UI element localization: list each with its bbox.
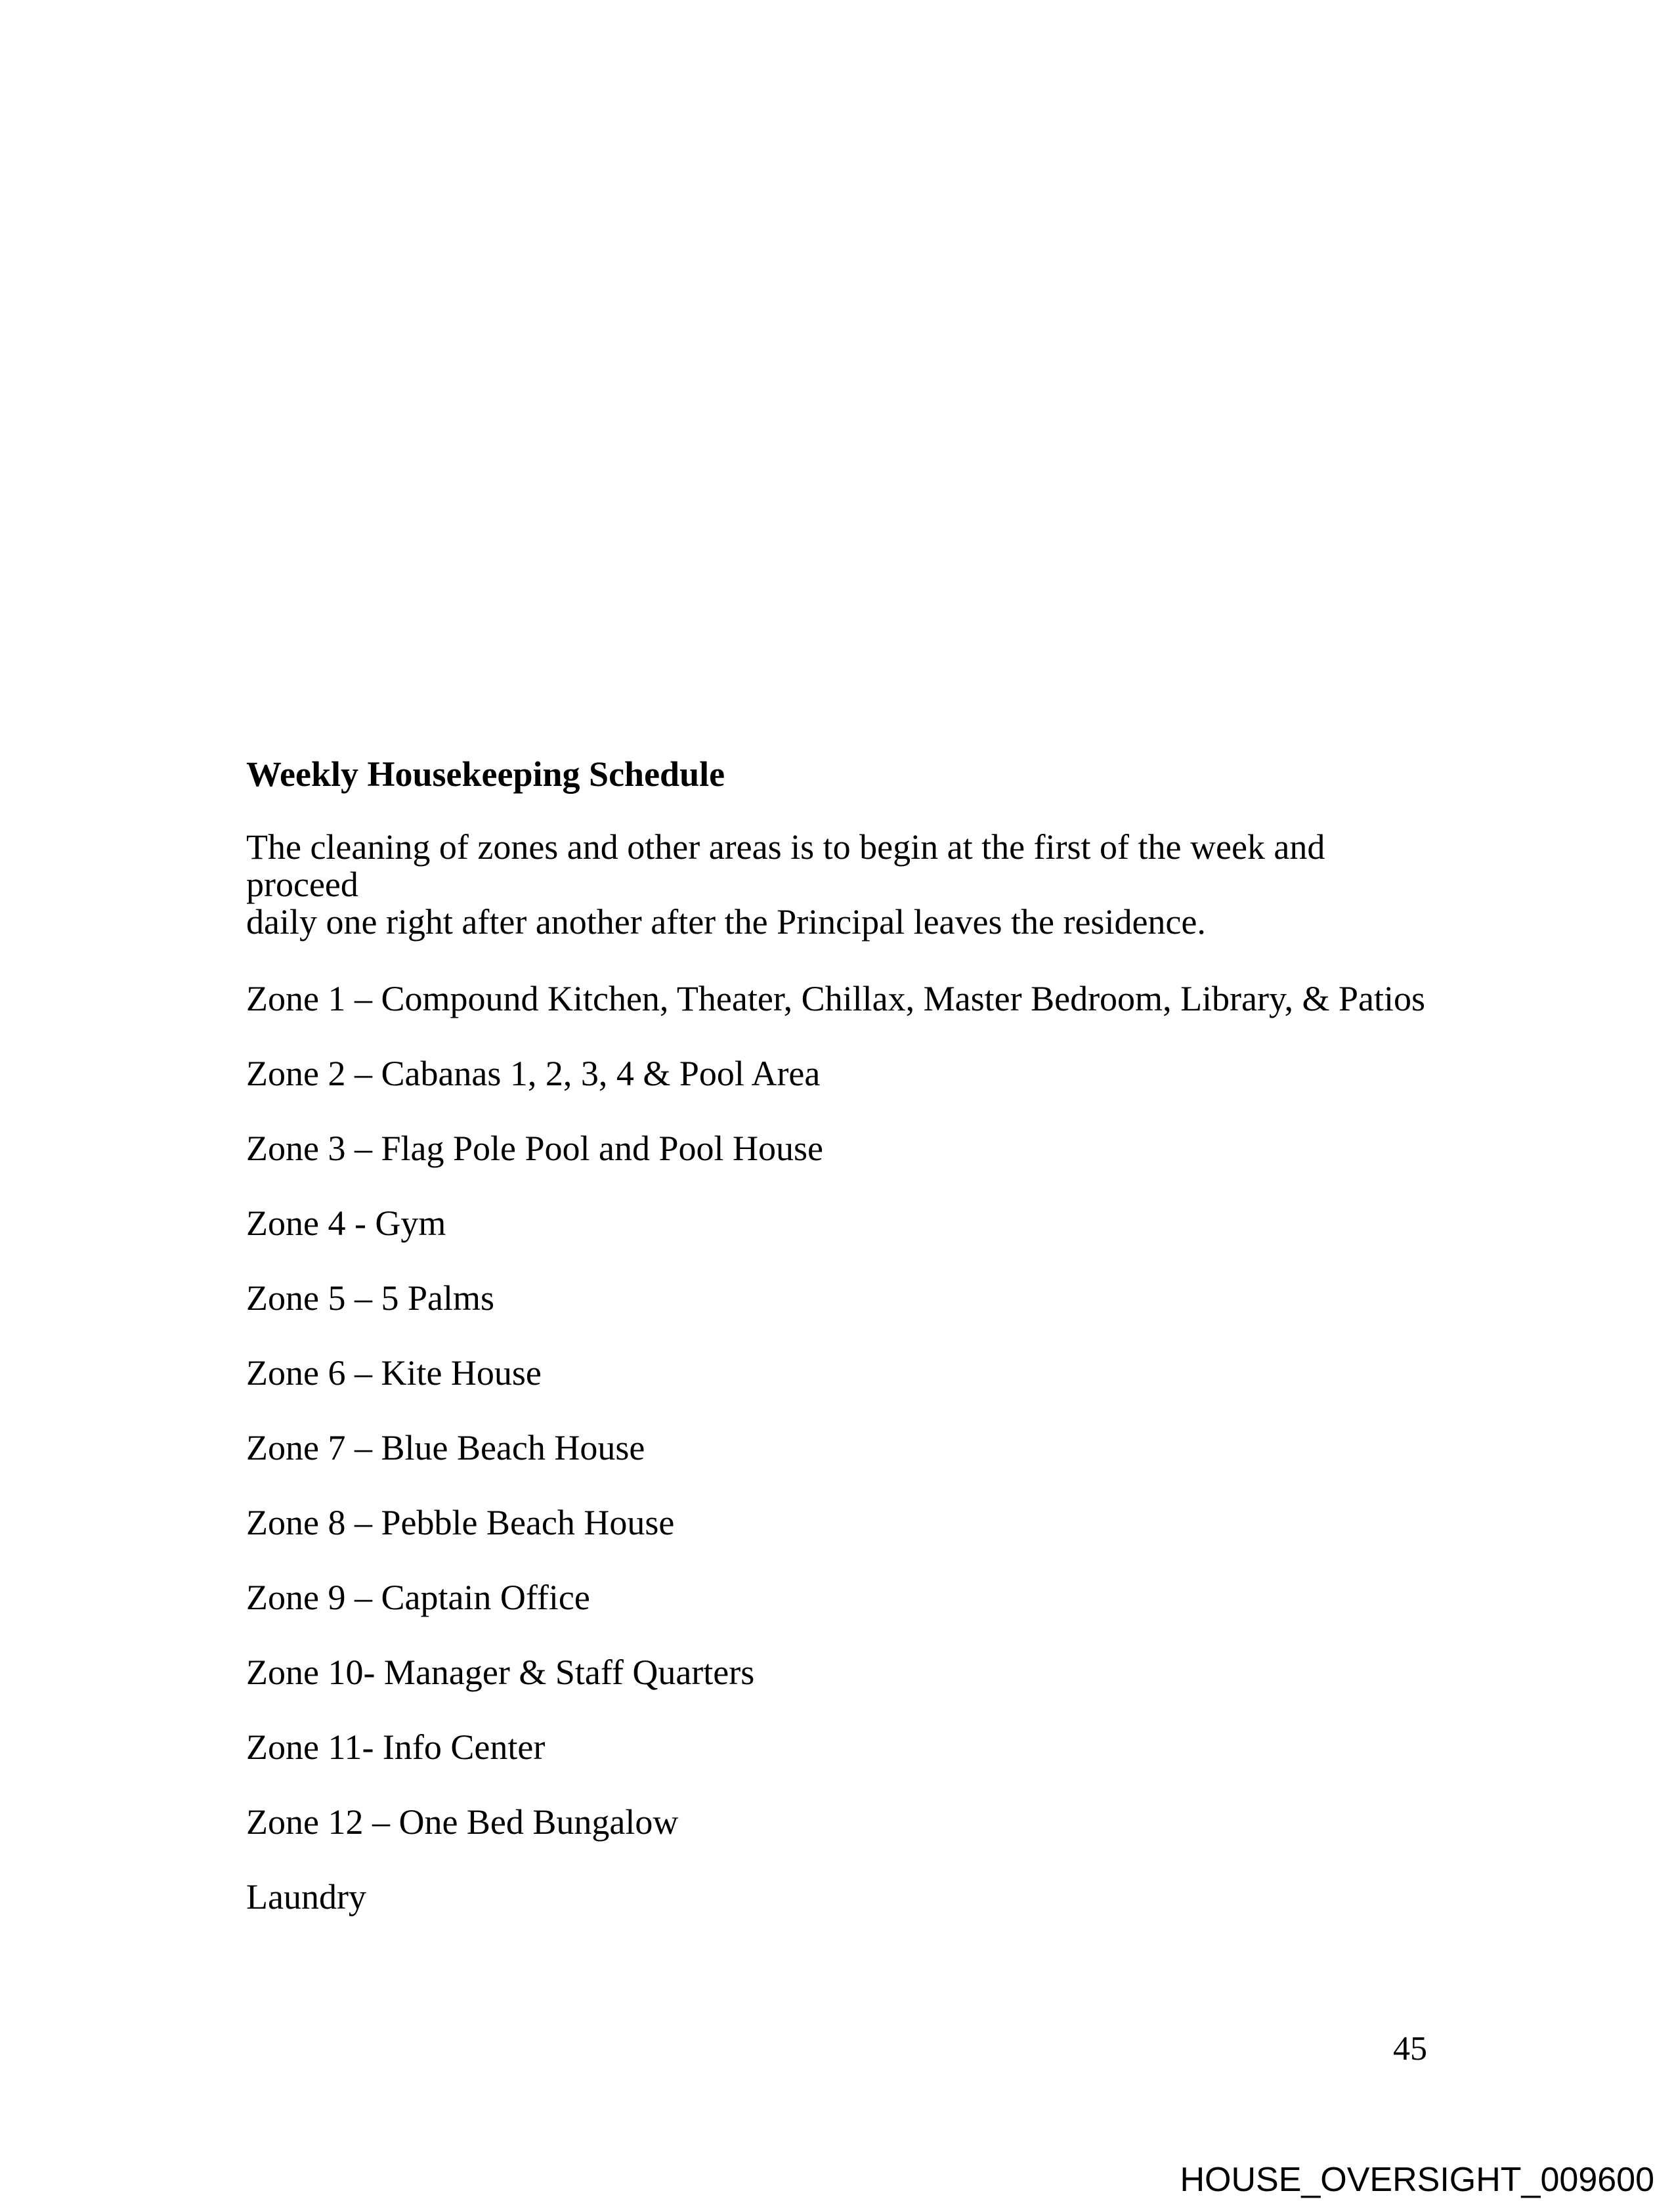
page-title: Weekly Housekeeping Schedule [246,754,725,794]
zone-line: Zone 3 – Flag Pole Pool and Pool House [246,1129,823,1168]
document-body [246,754,1426,1953]
zone-list [246,979,1426,1917]
zone-line: Zone 9 – Captain Office [246,1578,590,1617]
intro-paragraph [246,829,1402,941]
zone-line: Zone 2 – Cabanas 1, 2, 3, 4 & Pool Area [246,1054,821,1093]
zone-line: Zone 4 - Gym [246,1204,446,1243]
intro-line-2: daily one right after another after the Principal leaves the residence. [246,902,1206,942]
zone-line: Zone 5 – 5 Palms [246,1278,494,1318]
zone-line: Zone 11- Info Center [246,1727,546,1767]
zone-line: Zone 12 – One Bed Bungalow [246,1802,679,1842]
zone-line: Zone 8 – Pebble Beach House [246,1503,675,1542]
intro-line-1: The cleaning of zones and other areas is to begin at the first of the week and proceed [246,827,1325,904]
bates-stamp: HOUSE_OVERSIGHT_009600 [1180,2161,1654,2199]
zone-line: Zone 7 – Blue Beach House [246,1428,645,1467]
zone-line: Zone 6 – Kite House [246,1353,542,1393]
laundry-line: Laundry [246,1877,366,1917]
zone-line: Zone 10- Manager & Staff Quarters [246,1653,755,1692]
page-number: 45 [1393,2030,1427,2068]
zone-line: Zone 1 – Compound Kitchen, Theater, Chillax, Master Bedroom, Library, & Patios [246,979,1426,1018]
